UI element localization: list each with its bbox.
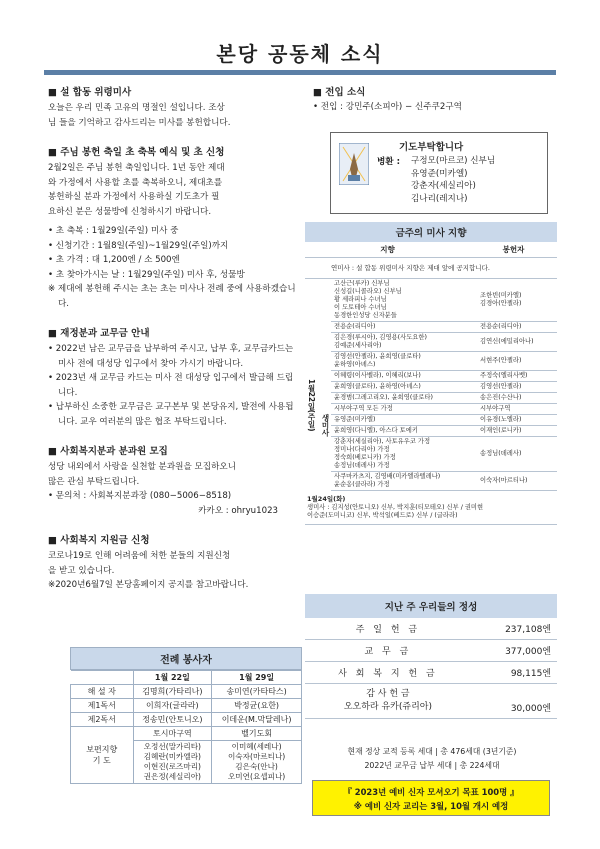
table-row — [331, 472, 557, 491]
offering-amount: 237,108엔 — [471, 618, 557, 640]
table-row — [331, 382, 557, 393]
notice-line: ※ 예비 신자 교리는 3월, 10월 개시 예정 — [353, 801, 509, 811]
server-cell: 김명희(가타리나) — [133, 685, 212, 699]
intent-cell: 고산근(루카) 신부님 신성길(니콜라오) 신부님 황 세라피나 수녀님 이 도토테아 수녀님 동경한인성당 신자분들 — [331, 279, 477, 322]
column-header: 1월 22일 — [133, 671, 212, 685]
note: ※ 제대에 봉헌해 주시는 초는 초는 미사나 전례 중에 사용하겠습니다. — [48, 284, 296, 309]
table-row — [331, 279, 557, 322]
offerer-cell: 주정숙(엘리사벳) — [477, 371, 557, 382]
offering-amount: 377,000엔 — [471, 640, 557, 662]
offering-label: 사 회 복 지 헌 금 — [305, 662, 471, 684]
notice-line: 『 2023년 예비 신자 모셔오기 목표 100명 』 — [343, 787, 519, 797]
left-column — [48, 84, 298, 593]
table-header-row — [71, 671, 302, 685]
praying-hands-icon — [339, 143, 369, 185]
table-row — [305, 618, 557, 640]
role-cell: 제2독서 — [71, 713, 134, 727]
table-row — [331, 352, 557, 371]
role-cell: 해 설 자 — [71, 685, 134, 699]
offering-label: 감 사 헌 금 오오하라 유카(쥬리아) — [305, 684, 471, 719]
name-line: 강춘자(세실리아) — [411, 181, 476, 191]
offerer-cell: 송정님(데레사) — [477, 437, 557, 472]
group-cell: 벨기도회 — [212, 727, 302, 741]
offerer-cell: 송은진(수산나) — [477, 393, 557, 404]
date-label: 1월22일(주일) — [307, 378, 316, 432]
table-row — [331, 437, 557, 472]
server-cell: 박정균(요한) — [212, 699, 302, 713]
table-row — [331, 393, 557, 404]
offerer-cell: 김연신(에밀리아나) — [477, 333, 557, 352]
column-header: 지향 — [380, 245, 395, 254]
name-line: 구정모(마르코) 신부님 — [411, 156, 496, 166]
intent-cell: 이혜령(이사벨라), 이혜리(보나) — [331, 371, 477, 382]
text-line: 오늘은 우리 민족 고유의 명절인 설입니다. 조상 — [48, 103, 225, 113]
table-row — [305, 684, 557, 719]
yeonmi-line: 연미사 : 설 합동 위령미사 지향은 제대 앞에 공지합니다. — [305, 258, 557, 279]
side-label: 생미사 — [321, 413, 330, 437]
intent-cell: 사쿠마카츠지, 김영배(미카엘라텔레나) 윤순옹(클라라) 가정 — [331, 472, 477, 491]
paragraph — [48, 549, 298, 593]
paragraph — [48, 101, 298, 130]
note: ※2020년6월7일 본당홈페이지 공지를 참고바랍니다. — [48, 580, 249, 590]
offering-amount: 30,000엔 — [471, 684, 557, 719]
paragraph — [48, 460, 298, 518]
prayer-label: 병환 : — [377, 157, 401, 167]
group-cell: 토시마구역 — [133, 727, 212, 741]
name-line: 유영준(미카엘) — [411, 168, 468, 179]
prayer-title: 기도부탁합니다 — [399, 142, 464, 153]
mass-header — [305, 242, 557, 258]
offering-label: 주 일 헌 금 — [305, 618, 471, 640]
role-cell: 보편지향 기 도 — [71, 727, 134, 784]
text-line: 2월2일은 주님 봉헌 축일입니다. 1년 동안 제대 — [48, 163, 225, 173]
offerer-cell: 서현주(안젤라) — [477, 352, 557, 371]
table-row — [331, 371, 557, 382]
section-heading: ■ 재정분과 교무금 안내 — [48, 328, 150, 339]
server-cell: 정송민(안토니오) — [133, 713, 212, 727]
prayer-names — [411, 155, 495, 205]
text-line: 성당 내외에서 사랑을 실천할 분과원을 모집하오니 — [48, 462, 236, 472]
stats-line: 2022년 교무금 납부 세대 | 총 224세대 — [364, 761, 500, 770]
table-row — [71, 713, 302, 727]
servers-title: 전례 봉사자 — [70, 647, 302, 670]
corner-cell — [71, 671, 134, 685]
mass-table — [331, 279, 557, 491]
bullet-item: • 2022년 남은 교무금을 납부하여 주시고, 납부 후, 교무금카드는 미사 전에 대성당 입구에서 찾아 가시기 바랍니다. — [48, 344, 294, 369]
table-row — [305, 640, 557, 662]
bullet-item: • 2023년 새 교무금 카드는 미사 전 대성당 입구에서 발급해 드립니다. — [48, 373, 294, 398]
table-row — [331, 426, 557, 437]
table-row — [305, 662, 557, 684]
mass-intentions — [305, 222, 557, 525]
offerer-cell: 전용순(리디아) — [477, 322, 557, 333]
contact-line: • 문의처 : 사회복지분과장 (080−5006−8518) — [48, 491, 232, 501]
section-heading: ■ 사회복지 지원금 신청 — [48, 535, 150, 546]
offerings — [305, 594, 557, 719]
mass-body — [305, 279, 557, 491]
offerings-table — [305, 618, 557, 719]
foot-text: 생미사 : 김지성(안토니오) 신부, 박지훈(티모테오) 신부 / 권미현 이승준(도미니코) 신부, 박석일(베드로) 신부 / (글라라) — [305, 503, 557, 525]
section-heading: ■ 사회복지분과 분과원 모집 — [48, 446, 168, 457]
offerer-cell: 이숙자(마르티나) — [477, 472, 557, 491]
intent-cell: 윤경범(그레고리오), 윤희영(클로타) — [331, 393, 477, 404]
prayer-box — [330, 132, 548, 214]
intent-cell: 전용순(리디아) — [331, 322, 477, 333]
server-cell: 이희자(글라라) — [133, 699, 212, 713]
server-cell: 송미연(카타타스) — [212, 685, 302, 699]
offering-label: 교 무 금 — [305, 640, 471, 662]
servers-table — [70, 670, 302, 784]
text-line: 많은 관심 부탁드립니다. — [48, 476, 140, 487]
server-cell: 이데운(M.막달레나) — [212, 713, 302, 727]
offering-amount: 98,115엔 — [471, 662, 557, 684]
catechumen-notice — [312, 780, 550, 816]
intent-cell: 강춘자(세실리아), 사토유우코 가정 정미나(다리아) 가정 정숙희(베로니카) 가정 송정님(데레사) 가정 — [331, 437, 477, 472]
name-line: 김나리(레지나) — [411, 193, 468, 204]
bullet-item: • 초 가격 : 대 1,200엔 / 소 500엔 — [48, 255, 180, 265]
intent-cell: 윤희영(클로타), 윤하영(아녜스) — [331, 382, 477, 393]
mass-title: 금주의 미사 지향 — [305, 222, 557, 242]
table-row — [71, 699, 302, 713]
offerings-title: 지난 주 우리들의 정성 — [305, 594, 557, 618]
text-line: 와 가정에서 사용할 초를 축복하오니, 제대초를 — [48, 177, 223, 188]
section-heading: ■ 설 합동 위령미사 — [48, 87, 132, 98]
bullet-item: • 납부하신 소중한 교무금은 교구본부 및 본당유지, 발전에 사용됩니다. 교우 여러분의 많은 협조 부탁드립니다. — [48, 402, 294, 427]
foot-date: 1월24일(화) — [307, 495, 346, 503]
column-header: 1월 29일 — [212, 671, 302, 685]
bullet-item: • 초 축복 : 1월29일(주일) 미사 중 — [48, 226, 179, 236]
text-line: 요하신 분은 성물방에 신청하시기 바랍니다. — [48, 206, 212, 217]
table-row — [71, 685, 302, 699]
table-row — [331, 404, 557, 415]
server-cell: 이미혜(세레나) 이숙자(마르티나) 김은숙(안나) 오미연(요셉피나) — [212, 741, 302, 784]
intent-cell: 윤희영(다니엘), 아스다 토에키 — [331, 426, 477, 437]
page-title: 본당 공동체 소식 — [216, 42, 384, 66]
bullet-item: • 초 찾아가시는 날 : 1월29일(주일) 미사 후, 성물방 — [48, 269, 245, 280]
section-heading: ■ 주님 봉헌 축일 초 축복 예식 및 초 신청 — [48, 147, 225, 158]
server-cell: 오정선(말가리타) 김혜란(미카엘라) 이현진(로즈마리) 권은정(세실리아) — [133, 741, 212, 784]
offerer-cell: 조한빈(미카엘) 김경아(안젤라) — [477, 279, 557, 322]
kakao-id: 카카오 : ohryu1023 — [198, 505, 278, 516]
offerer-cell: 김영선(안젤라) — [477, 382, 557, 393]
section-heading: ■ 전입 소식 — [313, 87, 366, 98]
bullet-item: • 신청기간 : 1월8일(주일)~1월29일(주일)까지 — [48, 240, 229, 251]
parish-stats — [313, 745, 551, 773]
table-row — [331, 415, 557, 426]
offerer-cell: 시부야구역 — [477, 404, 557, 415]
text-line: 을 받고 있습니다. — [48, 565, 115, 576]
title-underline — [44, 70, 556, 75]
role-cell: 제1독서 — [71, 699, 134, 713]
intent-cell: 김은경(루시아), 김영용(사도요한) 김예준(세사리아) — [331, 333, 477, 352]
transfer-news — [313, 84, 558, 115]
paragraph — [48, 161, 298, 219]
offerer-cell: 이재인(로니카) — [477, 426, 557, 437]
table-row — [331, 333, 557, 352]
liturgy-servers — [70, 647, 302, 784]
text-line: 봉헌하실 분과 가정에서 사용하실 기도초가 필 — [48, 192, 220, 202]
intent-cell: 유영준(미카엘) — [331, 415, 477, 426]
intent-cell: 시부야구역 모든 가정 — [331, 404, 477, 415]
table-row — [331, 322, 557, 333]
intent-cell: 김영선(안젤라), 윤희영(클로타) 윤하영(아녜스) — [331, 352, 477, 371]
transfer-line: • 전입 : 강민주(소피아) − 신주쿠2구역 — [313, 102, 462, 112]
stats-line: 현재 정상 교적 등록 세대 | 총 476세대 (3년기준) — [347, 747, 517, 756]
column-header: 봉헌자 — [502, 245, 525, 254]
table-row — [71, 727, 302, 741]
text-line: 코로나19로 인해 어려움에 처한 분들의 지원신청 — [48, 551, 231, 561]
text-line: 님 들을 기억하고 감사드리는 미사를 봉헌합니다. — [48, 117, 231, 128]
offerer-cell: 이유경(노엘라) — [477, 415, 557, 426]
